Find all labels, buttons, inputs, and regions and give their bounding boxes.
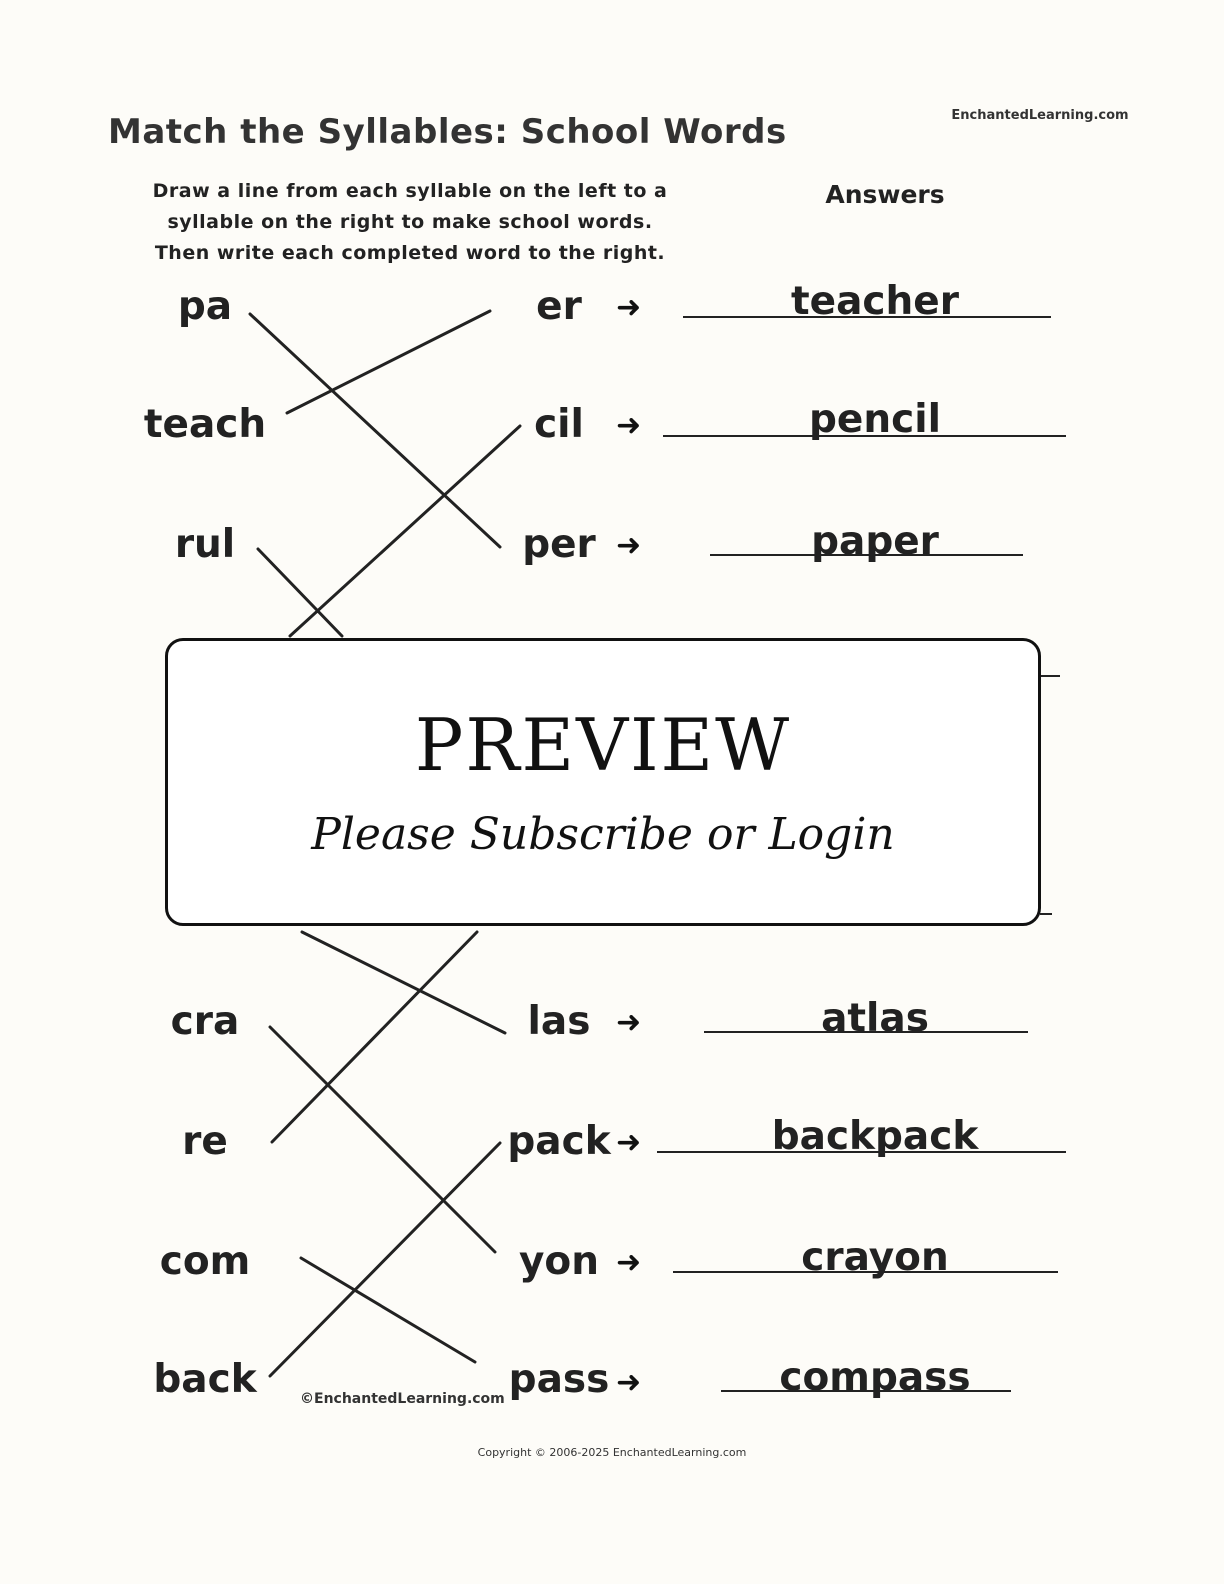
right-syllable-pass: pass	[508, 1357, 610, 1402]
match-line	[287, 311, 490, 413]
arrow-right-icon: ➜	[616, 408, 642, 443]
match-line	[258, 549, 342, 636]
right-syllable-per: per	[522, 522, 596, 567]
match-line	[301, 1258, 475, 1362]
right-syllable-cil: cil	[534, 402, 584, 447]
answers-heading: Answers	[825, 180, 945, 209]
match-line	[250, 314, 500, 547]
left-syllable-com: com	[159, 1239, 251, 1284]
arrow-right-icon: ➜	[616, 1125, 642, 1160]
left-syllable-re: re	[182, 1119, 228, 1164]
site-name[interactable]: EnchantedLearning.com	[951, 108, 1129, 123]
left-syllable-back: back	[153, 1357, 257, 1402]
left-syllable-cra: cra	[170, 999, 240, 1044]
preview-overlay[interactable]	[165, 638, 1041, 926]
left-syllable-pa: pa	[177, 284, 233, 329]
copyright: Copyright © 2006-2025 EnchantedLearning.com	[477, 1446, 747, 1459]
subscribe-login-link[interactable]: Please Subscribe or Login	[311, 809, 895, 860]
answer-teacher: teacher	[791, 279, 959, 324]
watermark: ©EnchantedLearning.com	[300, 1391, 505, 1407]
instruction-line: Draw a line from each syllable on the left to a	[152, 180, 668, 202]
left-syllable-teach: teach	[143, 402, 267, 447]
arrow-right-icon: ➜	[616, 1365, 642, 1400]
preview-title: PREVIEW	[414, 703, 792, 787]
arrow-right-icon: ➜	[616, 528, 642, 563]
right-syllable-pack: pack	[507, 1119, 611, 1164]
arrow-right-icon: ➜	[616, 290, 642, 325]
answer-atlas: atlas	[821, 996, 929, 1041]
answer-compass: compass	[779, 1355, 971, 1400]
instruction-line: syllable on the right to make school words.	[167, 211, 653, 233]
left-syllable-rul: rul	[174, 522, 236, 567]
match-line	[270, 1027, 495, 1252]
right-syllable-yon: yon	[519, 1239, 599, 1284]
answer-backpack: backpack	[771, 1114, 979, 1159]
instruction-line: Then write each completed word to the right.	[154, 242, 666, 264]
match-line	[302, 932, 505, 1033]
answer-pencil: pencil	[809, 397, 941, 442]
right-syllable-las: las	[527, 999, 591, 1044]
answer-paper: paper	[811, 519, 939, 564]
match-line	[272, 932, 477, 1142]
arrow-right-icon: ➜	[616, 1245, 642, 1280]
page-title: Match the Syllables: School Words	[108, 112, 787, 152]
right-syllable-er: er	[536, 284, 582, 329]
answer-crayon: crayon	[801, 1235, 949, 1280]
arrow-right-icon: ➜	[616, 1005, 642, 1040]
